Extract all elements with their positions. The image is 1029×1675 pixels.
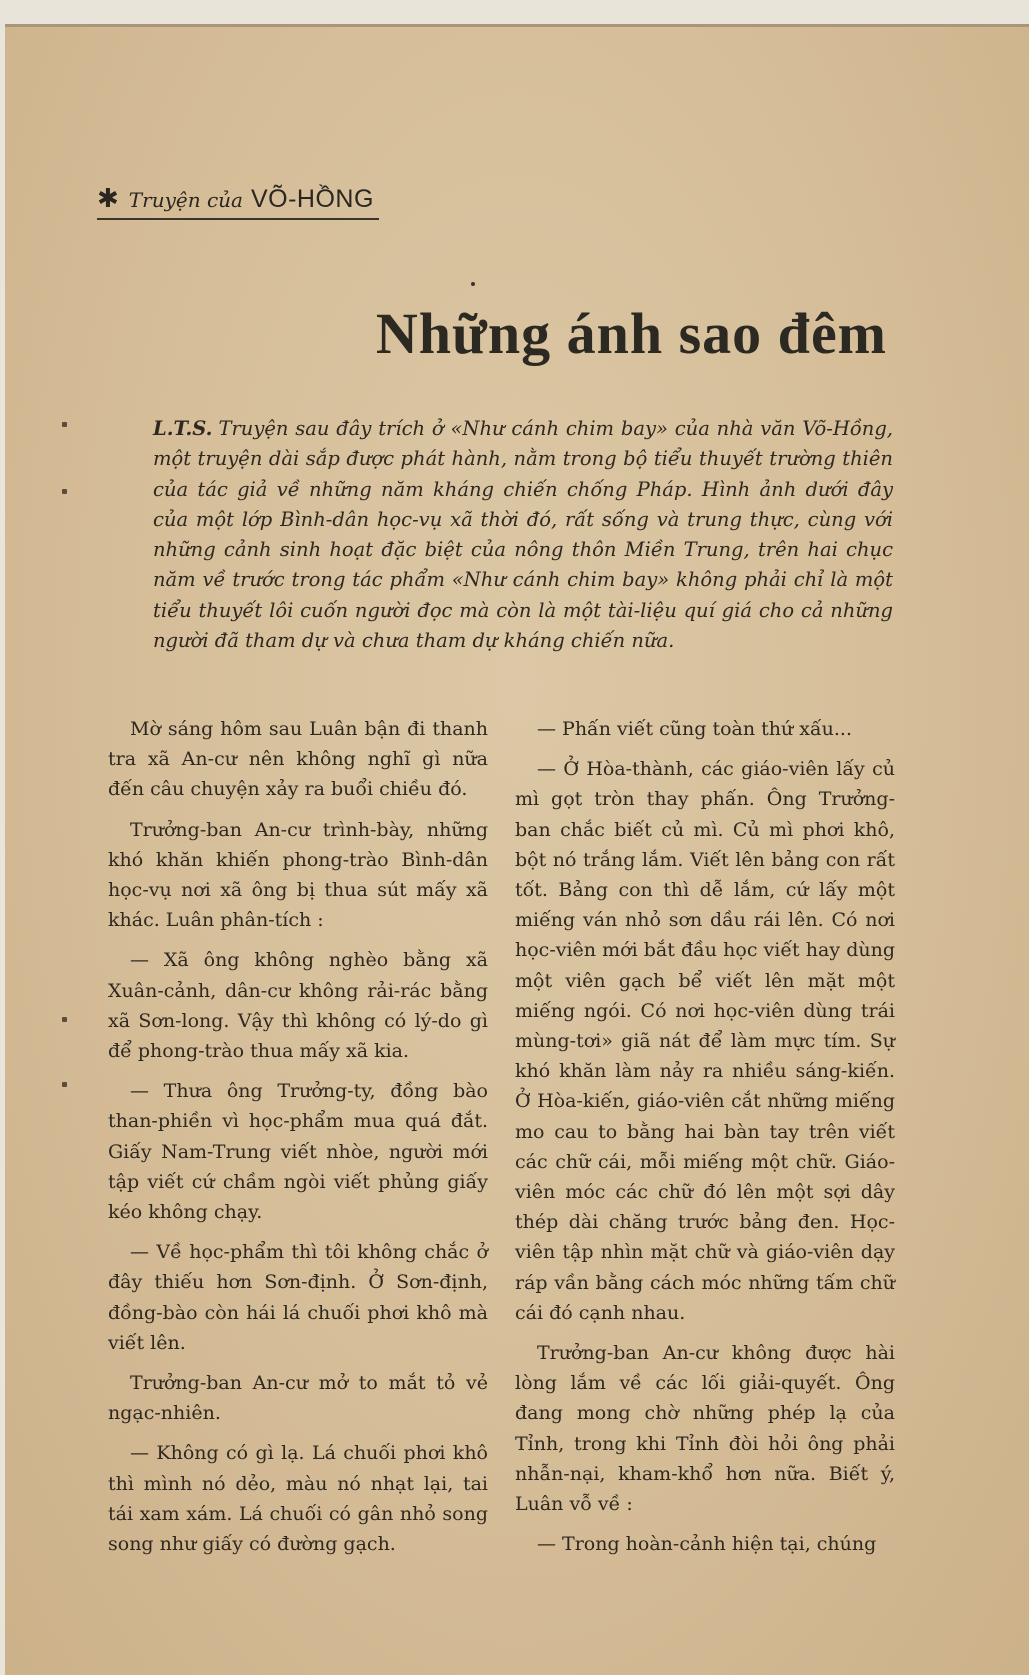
margin-mark <box>62 489 67 494</box>
paragraph: Trưởng-ban An-cư không được hài lòng lắm về các lối giải-quyết. Ông đang mong chờ những phép lạ của Tỉnh, trong khi Tỉnh đòi hỏi ông phải nhẫn-nại, kham-khổ hơn nữa. Biết ý, Luân vỗ về : <box>515 1342 895 1516</box>
paragraph: — Phấn viết cũng toàn thứ xấu... <box>537 718 853 740</box>
right-column <box>515 714 895 1569</box>
star-ornament-icon: ✱ <box>97 184 119 214</box>
editor-note <box>153 414 893 656</box>
paragraph: Mờ sáng hôm sau Luân bận đi thanh tra xã An-cư nên không nghĩ gì nữa đến câu chuyện xảy ra buổi chiều đó. <box>108 718 488 801</box>
paragraph: — Không có gì lạ. Lá chuối phơi khô thì mình nó dẻo, màu nó nhạt lại, tai tái xam xám. Lá chuối có gân nhỏ song song như giấy có đường gạch. <box>108 1442 488 1556</box>
byline-prefix: Truyện của <box>128 188 243 212</box>
paragraph: — Về học-phẩm thì tôi không chắc ở đây thiếu hơn Sơn-định. Ở Sơn-định, đồng-bào còn hái lá chuối phơi khô mà viết lên. <box>108 1241 488 1354</box>
editor-note-label: L.T.S. <box>153 417 213 440</box>
paragraph: — Ở Hòa-thành, các giáo-viên lấy củ mì gọt tròn thay phấn. Ông Trưởng-ban chắc biết củ mì. Củ mì phơi khô, bột nó trắng lắm. Viết lên bảng con rất tốt. Bảng con thì dễ lắm, cứ lấy một miếng ván nhỏ sơn dầu rái lên. Có nơi học-viên mới bắt đầu học viết hay dùng một viên gạch bể viết lên mặt một miếng ngói. Có nơi học-viên dùng trái mùng-tơi» giã nát để làm mực tím. Sự khó khăn làm nảy ra nhiều sáng-kiến. Ở Hòa-kiến, giáo-viên cắt những miếng mo cau to bằng hai bàn tay trên viết các chữ cái, mỗi miếng một chữ. Giáo-viên móc các chữ đó lên một sợi dây thép dài chăng trước bảng đen. Học-viên tập nhìn mặt chữ và giáo-viên dạy ráp vần bằng cách móc những tấm chữ cái đó cạnh nhau. <box>515 758 895 1324</box>
top-edge-line <box>5 24 1029 27</box>
margin-mark <box>62 1017 67 1022</box>
magazine-page <box>5 24 1029 1675</box>
paragraph: — Trong hoàn-cảnh hiện tại, chúng <box>537 1533 877 1556</box>
margin-mark <box>62 1082 67 1087</box>
byline-author: VÕ-HỒNG <box>250 185 374 213</box>
paragraph: — Thưa ông Trưởng-ty, đồng bào than-phiền vì học-phẩm mua quá đắt. Giấy Nam-Trung viết nhòe, người mới tập viết cứ chầm ngòi viết phủng giấy kéo không chạy. <box>108 1080 488 1224</box>
editor-note-text: Truyện sau đây trích ở «Như cánh chim bay» của nhà văn Võ-Hồng, một truyện dài sắp được phát hành, nằm trong bộ tiểu thuyết trường thiên của tác giả về những năm kháng chiến chống Pháp. Hình ảnh dưới đây của một lớp Bình-dân học-vụ xã thời đó, rất sống và trung thực, cùng với những cảnh sinh hoạt đặc biệt của nông thôn Miền Trung, trên hai chục năm về trước trong tác phẩm «Như cánh chim bay» không phải chỉ là một tiểu thuyết lôi cuốn người đọc mà còn là một tài-liệu quí giá cho cả những người đã tham dự và chưa tham dự kháng chiến nữa. <box>153 417 893 653</box>
story-title-text: Những ánh sao đêm <box>375 301 887 366</box>
paragraph: Trưởng-ban An-cư trình-bày, những khó khăn khiến phong-trào Bình-dân học-vụ nơi xã ông bị thua sút mấy xã khác. Luân phân-tích : <box>108 818 488 932</box>
decorative-dot <box>471 282 475 286</box>
left-column <box>108 714 488 1569</box>
paragraph: — Xã ông không nghèo bằng xã Xuân-cảnh, dân-cư không rải-rác bằng xã Sơn-long. Vậy thì không có lý-do gì để phong-trào thua mấy xã kia. <box>108 949 488 1063</box>
story-title <box>5 300 1005 367</box>
margin-mark <box>62 422 67 427</box>
paragraph: Trưởng-ban An-cư mở to mắt tỏ vẻ ngạc-nhiên. <box>108 1372 488 1425</box>
byline <box>97 184 379 220</box>
